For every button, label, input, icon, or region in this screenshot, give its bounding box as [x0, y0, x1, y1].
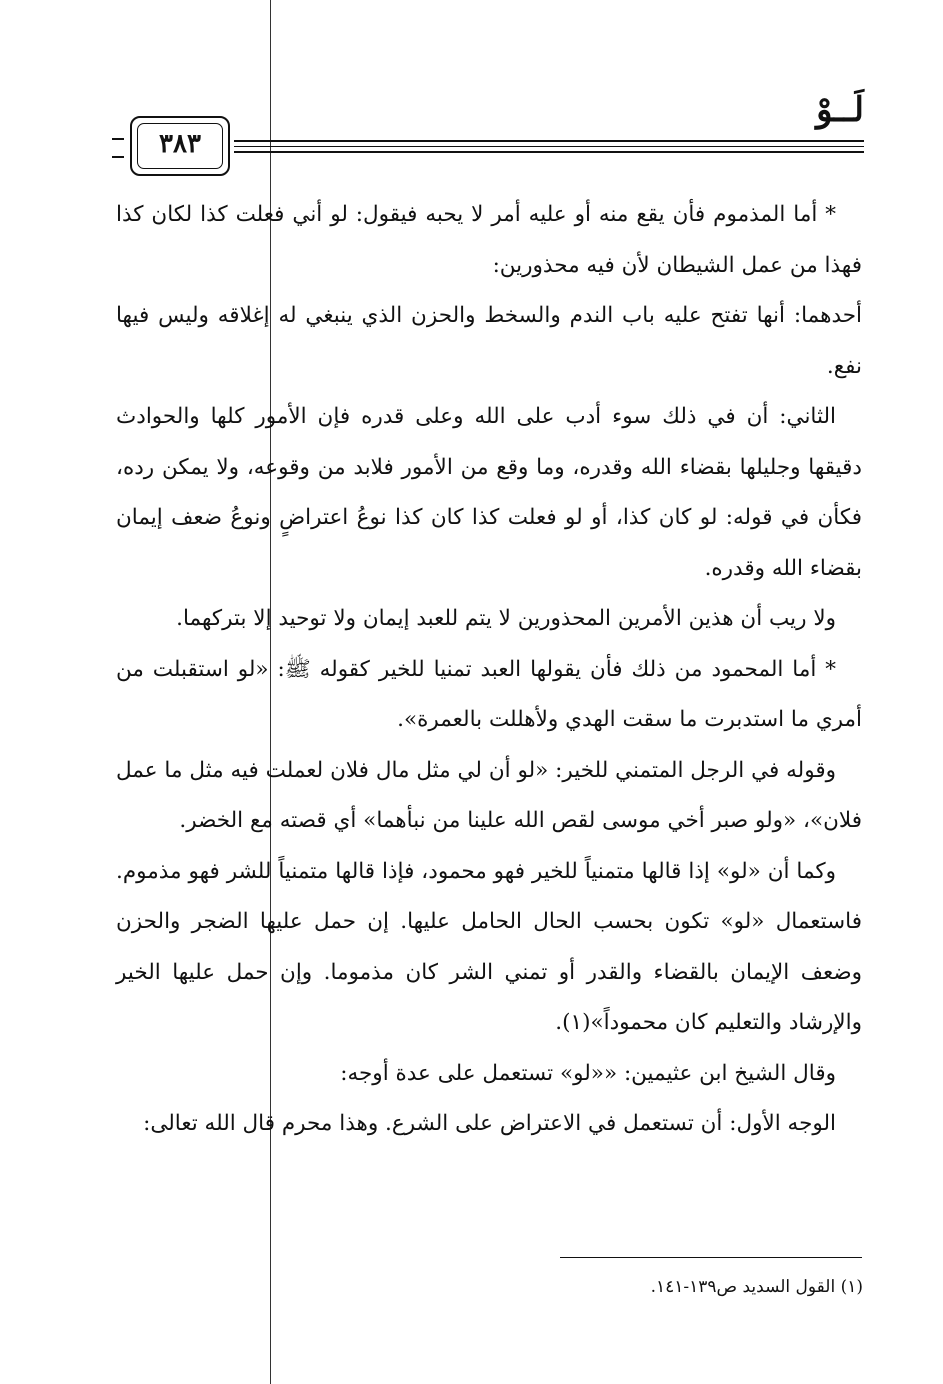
header-rule: [234, 146, 864, 147]
paragraph: أحدهما: أنها تفتح عليه باب الندم والسخط والحزن الذي ينبغي له إغلاقه وليس فيها نفع.: [116, 303, 862, 379]
header-rule: [234, 140, 864, 142]
paragraph: الوجه الأول: أن تستعمل في الاعتراض على الشرع. وهذا محرم قال الله تعالى:: [143, 1111, 836, 1136]
page-number: ٣٨٣: [137, 123, 223, 169]
footnote: (١) القول السديد ص١٣٩-١٤١.: [650, 1277, 863, 1297]
paragraph: الثاني: أن في ذلك سوء أدب على الله وعلى قدره فإن الأمور كلها والحوادث دقيقها وجليلها بقضاء الله وقدره، وما وقع من الأمور فلابد من وقوعه، ولا يمكن رده، فكأن في قوله: لو كان كذا، أو لو فعلت كذا كان كذا نوعُ اعتراضٍ ونوعُ ضعف إيمان بقضاء الله وقدره.: [116, 404, 862, 581]
page-number-frame: [130, 116, 230, 176]
main-text: [116, 190, 862, 1150]
header-rule: [234, 151, 864, 153]
paragraph: وقال الشيخ ابن عثيمين: ««لو» تستعمل على عدة أوجه:: [340, 1060, 836, 1086]
paragraph: * أما المذموم فأن يقع منه أو عليه أمر لا يحبه فيقول: لو أني فعلت كذا لكان كذا فهذا من عمل الشيطان لأن فيه محذورين:: [116, 202, 862, 278]
paragraph: وكما أن «لو» إذا قالها متمنياً للخير فهو محمود، فإذا قالها متمنياً للشر فهو مذموم. فاستعمال «لو» تكون بحسب الحال الحامل عليها. إن حمل عليها الضجر والحزن وضعف الإيمان بالقضاء والقدر أو تمني الشر كان مذموما. وإن حمل عليها الخير والإرشاد والتعليم كان محموداً»(١).: [116, 858, 862, 1035]
footnote-separator: [560, 1257, 862, 1258]
header-rule-end: [112, 138, 124, 158]
chapter-title: لَــوْ: [816, 90, 864, 130]
paragraph: * أما المحمود من ذلك فأن يقولها العبد تمنيا للخير كقوله ﷺ: «لو استقبلت من أمري ما استدبرت ما سقت الهدي ولأهللت بالعمرة».: [116, 656, 862, 732]
page-header: [108, 88, 864, 178]
paragraph: وقوله في الرجل المتمني للخير: «لو أن لي مثل مال فلان لعملت فيه مثل ما عمل فلان»، «ولو صبر أخي موسى لقص الله علينا من نبأهما» أي قصته مع الخضر.: [116, 757, 862, 833]
paragraph: ولا ريب أن هذين الأمرين المحذورين لا يتم للعبد إيمان ولا توحيد إلا بتركهما.: [176, 606, 836, 631]
